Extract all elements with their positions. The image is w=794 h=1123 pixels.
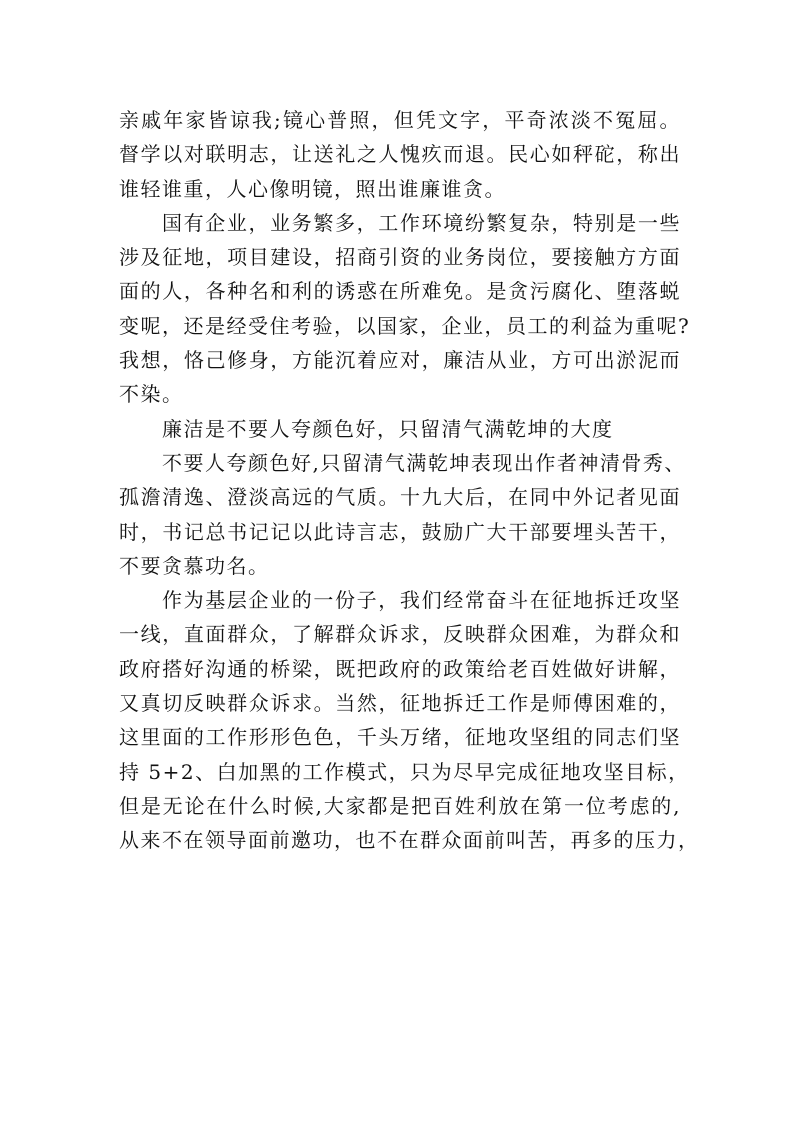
- text-line: 不染。: [119, 382, 184, 407]
- text-line: 变呢，还是经受住考验，以国家，企业，员工的利益为重呢?: [119, 313, 691, 338]
- text-line: 一线，直面群众，了解群众诉求，反映群众困难，为群众和: [119, 622, 681, 647]
- text-line: 这里面的工作形形色色，千头万绪，征地攻坚组的同志们坚: [119, 725, 681, 750]
- text-line: 亲戚年家皆谅我;镜心普照，但凭文字，平奇浓淡不冤屈。: [119, 108, 681, 132]
- text-line: 持 5+2、白加黑的工作模式，只为尽早完成征地攻坚目标，: [119, 759, 690, 784]
- text-line: 面的人，各种名和利的诱惑在所难免。是贪污腐化、堕落蜕: [119, 279, 681, 304]
- text-line: 涉及征地，项目建设，招商引资的业务岗位，要接触方方面: [119, 245, 681, 270]
- text-line: 廉洁是不要人夸颜色好，只留清气满乾坤的大度: [162, 416, 614, 441]
- text-line: 国有企业，业务繁多，工作环境纷繁复杂，特别是一些: [162, 210, 681, 235]
- text-line: 谁轻谁重，人心像明镜，照出谁廉谁贪。: [119, 176, 506, 201]
- text-line: 我想，恪己修身，方能沉着应对，廉洁从业，方可出淤泥而: [119, 348, 681, 373]
- text-line: 作为基层企业的一份子，我们经常奋斗在征地拆迁攻坚: [162, 588, 681, 613]
- text-line: 不要人夸颜色好,只留清气满乾坤表现出作者神清骨秀、: [162, 450, 686, 475]
- text-line: 又真切反映群众诉求。当然，征地拆迁工作是师傅困难的，: [119, 691, 681, 716]
- text-line: 从来不在领导面前邀功，也不在群众面前叫苦，再多的压力，: [119, 828, 700, 853]
- text-line: 督学以对联明志，让送礼之人愧疚而退。民心如秤砣，称出: [119, 142, 681, 167]
- text-line: 孤澹清逸、澄淡高远的气质。十九大后，在同中外记者见面: [119, 485, 681, 510]
- text-line: 但是无论在什么时候,大家都是把百姓利放在第一位考虑的,: [119, 793, 681, 818]
- text-line: 不要贪慕功名。: [119, 553, 270, 578]
- body-text: [119, 103, 700, 858]
- text-line: 时，书记总书记记以此诗言志，鼓励广大干部要埋头苦干，: [119, 519, 681, 544]
- text-line: 政府搭好沟通的桥梁，既把政府的政策给老百姓做好讲解，: [119, 656, 681, 681]
